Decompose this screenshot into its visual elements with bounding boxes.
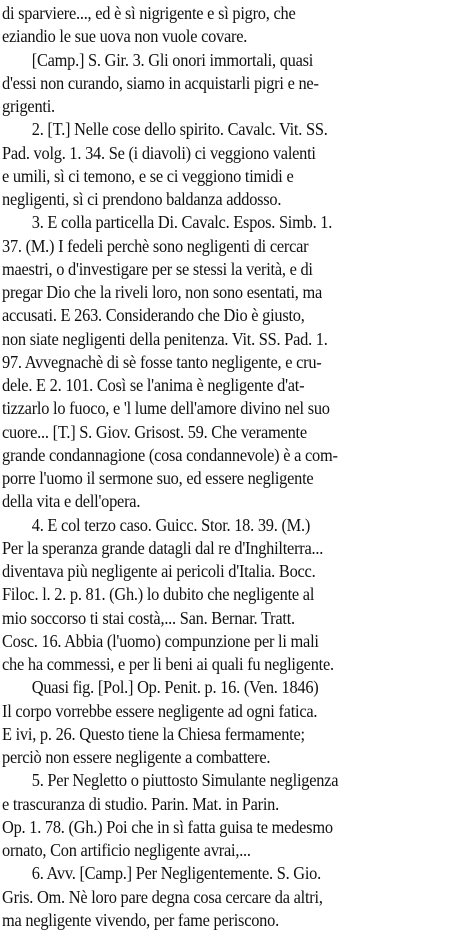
text-line: porre l'uomo il sermone suo, ed essere negligente	[2, 468, 314, 488]
text-line: maestri, o d'investigare per se stessi la verità, e di	[2, 258, 313, 279]
text-line: Gris. Om. Nè loro pare degna cosa cercare da altri,	[2, 886, 323, 907]
text-line: d'essi non curando, siamo in acquistarli pigri e ne-	[2, 72, 319, 93]
text-line: 3. E colla particella Di. Cavalc. Espos. Simb. 1.	[31, 212, 333, 233]
text-line: Quasi fig. [Pol.] Op. Penit. p. 16. (Ven. 1846)	[31, 677, 319, 698]
text-line: Filoc. l. 2. p. 81. (Gh.) lo dubito che negligente al	[2, 584, 315, 605]
text-line: 5. Per Negletto o piuttosto Simulante negligenza	[31, 770, 339, 791]
text-line: e umili, sì ci temono, e se ci veggiono timidi e	[2, 165, 294, 186]
text-line: che ha commessi, e per li beni ai quali fu negligente.	[2, 654, 334, 674]
text-line: eziandio le sue uova non vuole covare.	[2, 26, 248, 47]
text-line: non siate negligenti della penitenza. Vit. SS. Pad. 1.	[2, 328, 328, 349]
text-line: pregar Dio che la riveli loro, non sono esentati, ma	[2, 282, 323, 302]
text-line: e trascuranza di studio. Parin. Mat. in Parin.	[2, 793, 279, 814]
text-line: Pad. volg. 1. 34. Se (i diavoli) ci veggiono valenti	[2, 142, 316, 163]
text-line: mio soccorso ti stai costà,... San. Bernar. Tratt.	[2, 607, 295, 628]
text-line: tizzarlo lo fuoco, e 'l lume dell'amore divino nel suo	[2, 398, 330, 419]
text-line: della vita e dell'opera.	[2, 491, 141, 512]
text-line: 97. Avvegnachè di sè fosse tanto negligente, e cru-	[2, 351, 322, 372]
text-line: perciò non essere negligente a combattere.	[2, 747, 271, 767]
text-line: grande condannagione (cosa condannevole) è a com-	[2, 444, 338, 465]
text-line: 37. (M.) I fedeli perchè sono negligenti di cercar	[2, 235, 309, 256]
text-line: grigenti.	[2, 96, 55, 116]
entry-text	[2, 2, 474, 932]
text-line: ornato, Con artificio negligente avrai,...	[2, 840, 251, 860]
text-line: E ivi, p. 26. Questo tiene la Chiesa fermamente;	[2, 723, 305, 744]
text-line: diventava più negligente ai pericoli d'Italia. Bocc.	[2, 561, 316, 581]
text-line: di sparviere..., ed è sì nigrigente e sì pigro, che	[2, 3, 296, 23]
text-line: Op. 1. 78. (Gh.) Poi che in sì fatta guisa te medesmo	[2, 816, 333, 837]
text-line: negligenti, sì ci prendono baldanza addosso.	[2, 189, 282, 209]
text-line: ma negligente vivendo, per fame periscono.	[2, 909, 279, 930]
text-line: Il corpo vorrebbe essere negligente ad ogni fatica.	[2, 700, 318, 721]
text-line: 4. E col terzo caso. Guicc. Stor. 18. 39. (M.)	[31, 514, 311, 535]
text-line: 6. Avv. [Camp.] Per Negligentemente. S. Gio.	[31, 863, 322, 884]
text-line: accusati. E 263. Considerando che Dio è giusto,	[2, 305, 305, 326]
text-line: cuore... [T.] S. Giov. Grisost. 59. Che veramente	[2, 421, 307, 442]
text-line: [Camp.] S. Gir. 3. Gli onori immortali, quasi	[31, 49, 314, 70]
text-line: dele. E 2. 101. Così se l'anima è negligente d'at-	[2, 375, 305, 395]
text-line: 2. [T.] Nelle cose dello spirito. Cavalc. Vit. SS.	[31, 119, 328, 140]
text-line: Per la speranza grande datagli dal re d'Inghilterra...	[2, 537, 324, 558]
text-line: Cosc. 16. Abbia (l'uomo) compunzione per li mali	[2, 630, 319, 651]
